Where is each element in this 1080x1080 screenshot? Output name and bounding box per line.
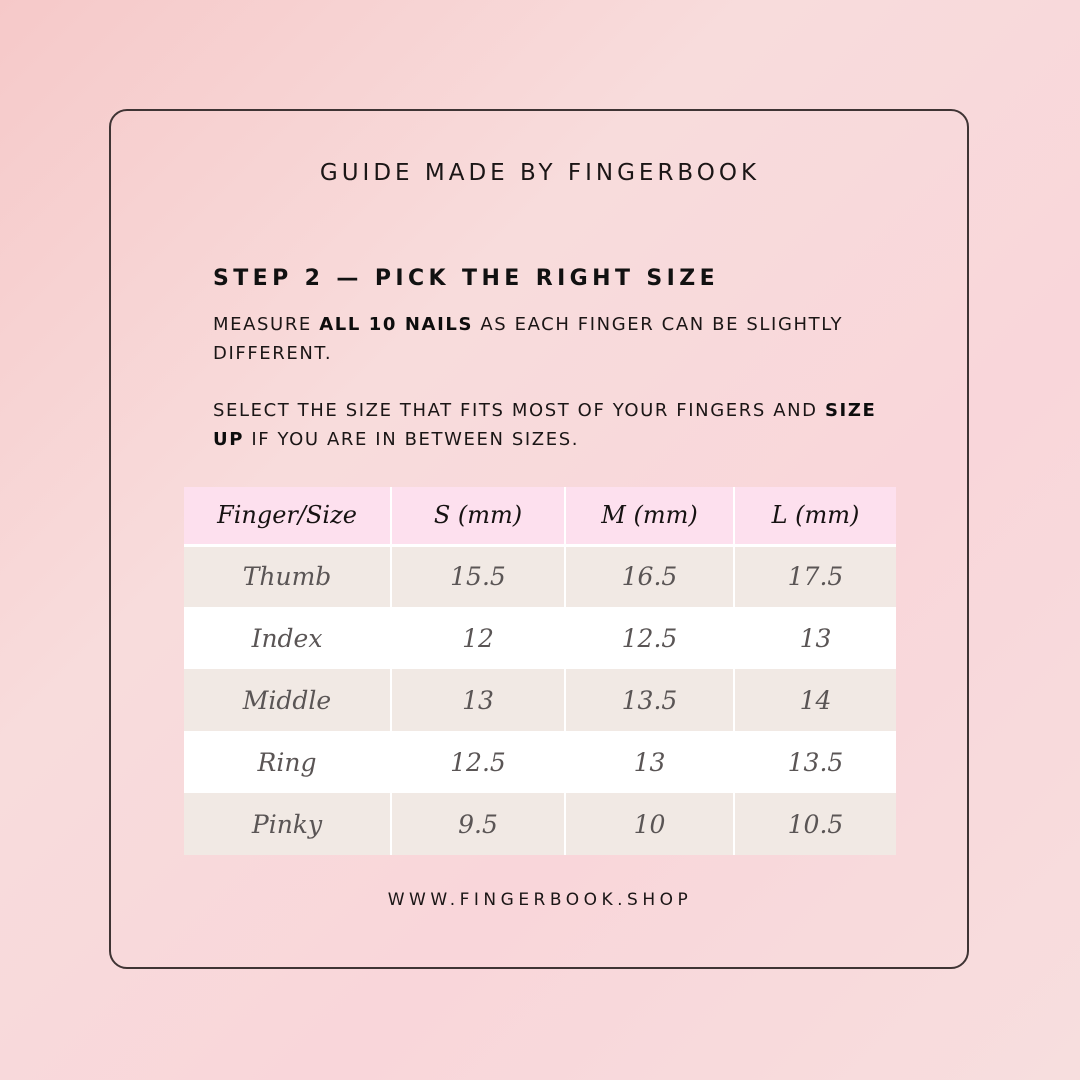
size-text-after: IF YOU ARE IN BETWEEN SIZES. xyxy=(244,429,580,450)
size-s-cell: 15.5 xyxy=(391,545,565,607)
website-link[interactable]: WWW.FINGERBOOK.SHOP xyxy=(387,890,693,910)
size-l-cell: 13.5 xyxy=(734,731,896,793)
table-row xyxy=(184,545,896,607)
step-title: STEP 2 — PICK THE RIGHT SIZE xyxy=(213,266,720,291)
finger-name: Pinky xyxy=(184,793,391,855)
size-m-cell: 10 xyxy=(565,793,734,855)
size-s-cell: 12.5 xyxy=(391,731,565,793)
measure-text-bold: ALL 10 NAILS xyxy=(319,314,474,335)
size-s-cell: 12 xyxy=(391,607,565,669)
measure-text-before: MEASURE xyxy=(213,314,320,335)
finger-name: Thumb xyxy=(184,545,391,607)
size-s-cell: 9.5 xyxy=(391,793,565,855)
size-instruction xyxy=(213,396,893,454)
header-finger-size: Finger/Size xyxy=(184,487,391,545)
table-header-row xyxy=(184,487,896,545)
table-row xyxy=(184,607,896,669)
guide-title: GUIDE MADE BY FINGERBOOK xyxy=(319,160,761,186)
size-m-cell: 13 xyxy=(565,731,734,793)
finger-name: Index xyxy=(184,607,391,669)
size-l-cell: 13 xyxy=(734,607,896,669)
finger-name: Middle xyxy=(184,669,391,731)
size-m-cell: 16.5 xyxy=(565,545,734,607)
header-medium: M (mm) xyxy=(565,487,734,545)
size-text-bold: SIZE UP xyxy=(213,400,877,450)
header-small: S (mm) xyxy=(391,487,565,545)
size-m-cell: 13.5 xyxy=(565,669,734,731)
size-s-cell: 13 xyxy=(391,669,565,731)
size-m-cell: 12.5 xyxy=(565,607,734,669)
measure-text-after: AS EACH FINGER CAN BE SLIGHTLY DIFFERENT. xyxy=(213,314,844,364)
size-l-cell: 14 xyxy=(734,669,896,731)
finger-name: Ring xyxy=(184,731,391,793)
size-l-cell: 10.5 xyxy=(734,793,896,855)
header-large: L (mm) xyxy=(734,487,896,545)
measure-instruction xyxy=(213,310,893,368)
table-row xyxy=(184,669,896,731)
table-row xyxy=(184,793,896,855)
size-text-before: SELECT THE SIZE THAT FITS MOST OF YOUR FINGERS AND xyxy=(213,400,825,421)
size-l-cell: 17.5 xyxy=(734,545,896,607)
size-table xyxy=(184,487,896,854)
table-row xyxy=(184,731,896,793)
